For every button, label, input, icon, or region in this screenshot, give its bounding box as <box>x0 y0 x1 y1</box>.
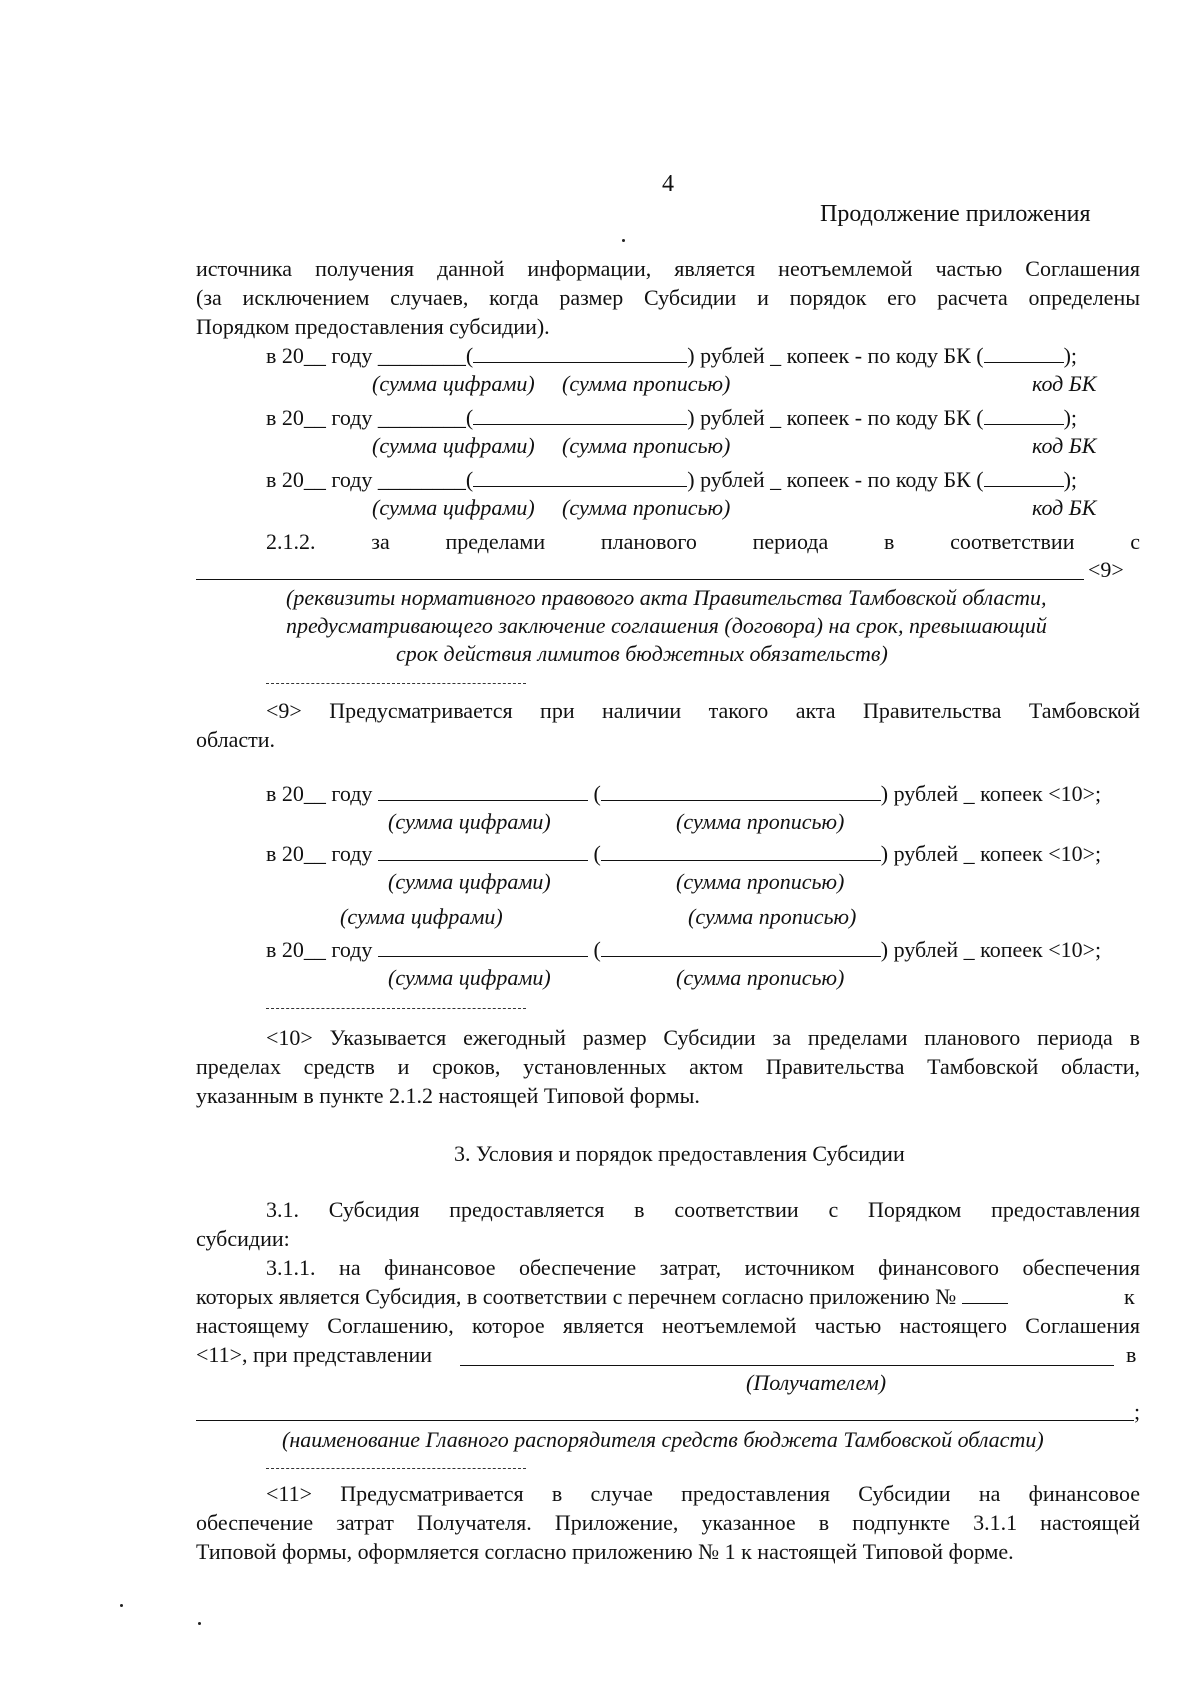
beyond-row-2: в 20__ году ( ) рублей _ копеек <10>; <box>266 841 1102 866</box>
beyond-row-suffix: ) рублей _ копеек <10>; <box>880 841 1102 866</box>
sum-digits-blank <box>378 842 588 861</box>
beyond-row-prefix: в 20__ году <box>266 781 373 806</box>
caption-sum-digits: (сумма цифрами) <box>372 495 535 520</box>
p311-line-1: 3.1.1. на финансовое обеспечение затрат, источником финансового обеспечения <box>266 1255 1140 1280</box>
footnote-10-line-1: <10> Указывается ежегодный размер Субсидии за пределами планового периода в <box>266 1025 1140 1050</box>
footnote-ref-9: <9> <box>1088 557 1124 582</box>
caption-sum-digits: (сумма цифрами) <box>388 869 551 894</box>
p31-line-2: субсидии: <box>196 1226 290 1251</box>
beyond-row-suffix: ) рублей _ копеек <10>; <box>880 937 1102 962</box>
caption-sum-digits: (сумма цифрами) <box>372 371 535 396</box>
page-number: 4 <box>662 171 674 197</box>
scan-speck <box>120 1604 123 1607</box>
sum-words-blank <box>473 468 687 487</box>
sum-words-blank <box>601 938 881 957</box>
kbk-blank <box>984 344 1064 363</box>
sum-words-blank <box>473 406 687 425</box>
intro-line-2: (за исключением случаев, когда размер Субсидии и порядок его расчета определены <box>196 285 1140 310</box>
kbk-blank <box>984 468 1064 487</box>
scan-speck <box>198 1622 201 1625</box>
act-caption-line-3: срок действия лимитов бюджетных обязательств) <box>396 641 888 666</box>
caption-sum-words: (сумма прописью) <box>562 433 731 458</box>
planned-row-suffix: ); <box>1063 467 1078 492</box>
footnote-separator <box>266 683 526 684</box>
planned-row-prefix: в 20__ году ________( <box>266 405 474 430</box>
caption-chief-manager: (наименование Главного распорядителя средств бюджета Тамбовской области) <box>282 1427 1044 1452</box>
caption-recipient: (Получателем) <box>746 1370 887 1395</box>
planned-row-middle: ) рублей _ копеек - по коду БК ( <box>687 467 984 492</box>
footnote-9-line-2: области. <box>196 727 276 752</box>
caption-kbk: код БК <box>1032 371 1097 396</box>
sum-digits-blank <box>378 938 588 957</box>
planned-row-2 <box>266 404 1077 432</box>
p311-line-4-end: в <box>1126 1342 1137 1367</box>
caption-sum-digits: (сумма цифрами) <box>388 809 551 834</box>
caption-sum-words: (сумма прописью) <box>562 495 731 520</box>
sum-words-blank <box>601 782 881 801</box>
footnote-9-line-1: <9> Предусматривается при наличии такого акта Правительства Тамбовской <box>266 698 1140 723</box>
act-details-blank <box>196 557 1084 580</box>
beyond-row-suffix: ) рублей _ копеек <10>; <box>880 781 1102 806</box>
chief-manager-blank <box>196 1396 1134 1421</box>
section-3-heading: 3. Условия и порядок предоставления Субсидии <box>454 1141 905 1166</box>
caption-kbk: код БК <box>1032 495 1097 520</box>
footnote-10-line-2: пределах средств и сроков, установленных актом Правительства Тамбовской области, <box>196 1054 1140 1079</box>
caption-sum-digits: (сумма цифрами) <box>372 433 535 458</box>
planned-row-prefix: в 20__ году ________( <box>266 467 474 492</box>
p311-line-3: настоящему Соглашению, которое является неотъемлемой частью настоящего Соглашения <box>196 1313 1140 1338</box>
footnote-11-line-3: Типовой формы, оформляется согласно приложению № 1 к настоящей Типовой форме. <box>196 1539 1014 1564</box>
scan-speck <box>622 239 625 242</box>
p311-line-2 <box>196 1283 1008 1311</box>
appendix-number-blank <box>962 1285 1008 1304</box>
line-end-semicolon: ; <box>1134 1399 1141 1424</box>
kbk-blank <box>984 406 1064 425</box>
footnote-11-line-1: <11> Предусматривается в случае предоставления Субсидии на финансовое <box>266 1481 1140 1506</box>
caption-sum-words: (сумма прописью) <box>676 809 845 834</box>
planned-row-middle: ) рублей _ копеек - по коду БК ( <box>687 405 984 430</box>
planned-row-suffix: ); <box>1063 405 1078 430</box>
beyond-row-prefix: в 20__ году <box>266 937 373 962</box>
planned-row-middle: ) рублей _ копеек - по коду БК ( <box>687 343 984 368</box>
p311-line-4: <11>, при представлении <box>196 1342 433 1367</box>
footnote-10-line-3: указанным в пункте 2.1.2 настоящей Типовой формы. <box>196 1083 700 1108</box>
caption-sum-words: (сумма прописью) <box>562 371 731 396</box>
p311-line-2-end: к <box>1124 1284 1135 1309</box>
caption-kbk: код БК <box>1032 433 1097 458</box>
sum-words-blank <box>601 842 881 861</box>
footnote-11-line-2: обеспечение затрат Получателя. Приложение, указанное в подпункте 3.1.1 настоящей <box>196 1510 1140 1535</box>
caption-sum-digits: (сумма цифрами) <box>388 965 551 990</box>
running-title: Продолжение приложения <box>820 201 1091 227</box>
act-caption-line-2: предусматривающего заключение соглашения (договора) на срок, превышающий <box>286 613 1047 638</box>
documents-blank <box>460 1343 1114 1366</box>
sum-words-blank <box>473 344 687 363</box>
footnote-separator <box>266 1468 526 1469</box>
sum-digits-blank <box>378 782 588 801</box>
planned-row-3 <box>266 466 1077 494</box>
caption-sum-words: (сумма прописью) <box>676 869 845 894</box>
caption-sum-words-extra: (сумма прописью) <box>688 904 857 929</box>
planned-row-suffix: ); <box>1063 343 1078 368</box>
p31-line-1: 3.1. Субсидия предоставляется в соответствии с Порядком предоставления <box>266 1197 1140 1222</box>
act-caption-line-1: (реквизиты нормативного правового акта Правительства Тамбовской области, <box>286 585 1047 610</box>
beyond-row-prefix: в 20__ году <box>266 841 373 866</box>
caption-sum-words: (сумма прописью) <box>676 965 845 990</box>
intro-line-3: Порядком предоставления субсидии). <box>196 314 550 339</box>
intro-line-1: источника получения данной информации, является неотъемлемой частью Соглашения <box>196 256 1140 281</box>
beyond-row-3: в 20__ году ( ) рублей _ копеек <10>; <box>266 937 1102 962</box>
clause-2-1-2: 2.1.2. за пределами планового периода в соответствии с <box>266 529 1140 554</box>
beyond-row-1: в 20__ году ( ) рублей _ копеек <10>; <box>266 781 1102 806</box>
planned-row-1 <box>266 342 1077 370</box>
planned-row-prefix: в 20__ году ________( <box>266 343 474 368</box>
p311-line-2-text: которых является Субсидия, в соответствии с перечнем согласно приложению № <box>196 1284 957 1309</box>
caption-sum-digits-extra: (сумма цифрами) <box>340 904 503 929</box>
footnote-separator <box>266 1008 526 1009</box>
